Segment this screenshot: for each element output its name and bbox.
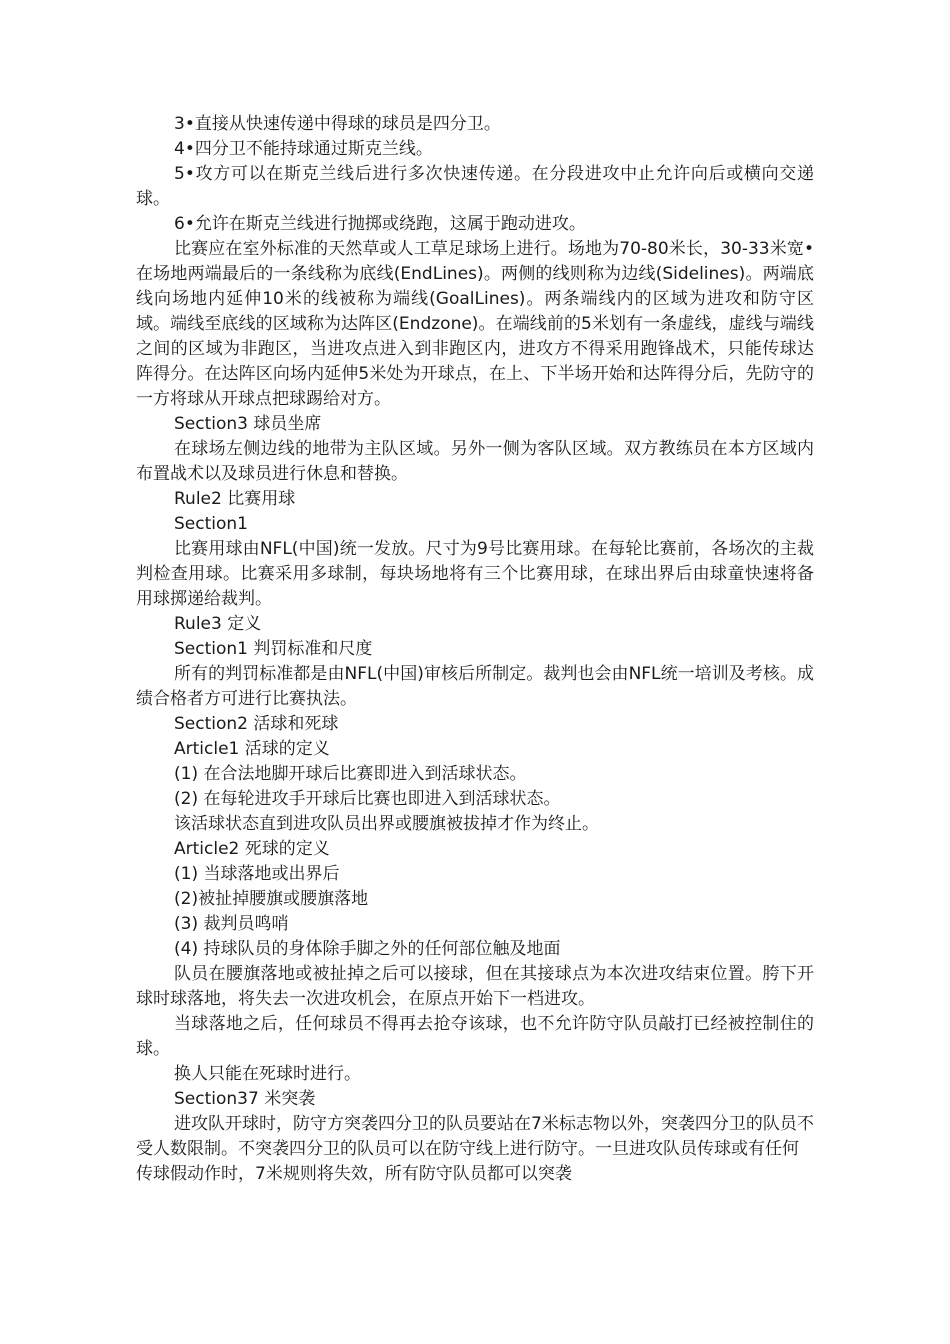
paragraph: 所有的判罚标准都是由NFL(中国)审核后所制定。裁判也会由NFL统一培训及考核。成绩合格者方可进行比赛执法。: [136, 664, 814, 709]
paragraph: 进攻队开球时，防守方突袭四分卫的队员要站在7米标志物以外，突袭四分卫的队员不受人数限制。不突袭四分卫的队员可以在防守线上进行防守。一旦进攻队员传球或有任何传球假动作时，7米规则将失效，所有防守队员都可以突袭: [136, 1114, 814, 1184]
rule-heading: Rule2 比赛用球: [174, 489, 296, 509]
paragraph: 6•允许在斯克兰线进行抛掷或绕跑，这属于跑动进攻。: [174, 214, 586, 234]
paragraph: 队员在腰旗落地或被扯掉之后可以接球，但在其接球点为本次进攻结束位置。胯下开球时球落地，将失去一次进攻机会，在原点开始下一档进攻。: [136, 964, 814, 1009]
section-heading: Section1 判罚标准和尺度: [174, 639, 373, 659]
paragraph: 在球场左侧边线的地带为主队区域。另外一侧为客队区域。双方教练员在本方区域内布置战术以及球员进行休息和替换。: [136, 439, 814, 484]
paragraph: 该活球状态直到进攻队员出界或腰旗被拔掉才作为终止。: [174, 814, 599, 834]
paragraph: 比赛用球由NFL(中国)统一发放。尺寸为9号比赛用球。在每轮比赛前，各场次的主裁判检查用球。比赛采用多球制，每块场地将有三个比赛用球，在球出界后由球童快速将备用球掷递给裁判。: [136, 539, 814, 609]
section-heading: Section1: [174, 514, 248, 534]
document-body: [136, 112, 814, 1187]
section-heading: Section3 球员坐席: [174, 414, 322, 434]
paragraph: 5•攻方可以在斯克兰线后进行多次快速传递。在分段进攻中止允许向后或横向交递球。: [136, 164, 814, 209]
section-heading: Section37 米突袭: [174, 1089, 316, 1109]
paragraph: 4•四分卫不能持球通过斯克兰线。: [174, 139, 433, 159]
article-heading: Article2 死球的定义: [174, 839, 330, 859]
article-heading: Article1 活球的定义: [174, 739, 330, 759]
list-item: (1) 当球落地或出界后: [174, 864, 340, 884]
list-item: (2) 在每轮进攻手开球后比赛也即进入到活球状态。: [174, 789, 561, 809]
paragraph: 3•直接从快速传递中得球的球员是四分卫。: [174, 114, 501, 134]
list-item: (4) 持球队员的身体除手脚之外的任何部位触及地面: [174, 939, 561, 959]
list-item: (3) 裁判员鸣哨: [174, 914, 289, 934]
paragraph: 当球落地之后，任何球员不得再去抢夺该球，也不允许防守队员敲打已经被控制住的球。: [136, 1014, 814, 1059]
paragraph: 换人只能在死球时进行。: [174, 1064, 361, 1084]
list-item: (2)被扯掉腰旗或腰旗落地: [174, 889, 369, 909]
rule-heading: Rule3 定义: [174, 614, 262, 634]
list-item: (1) 在合法地脚开球后比赛即进入到活球状态。: [174, 764, 527, 784]
paragraph: 比赛应在室外标准的天然草或人工草足球场上进行。场地为70-80米长，30-33米宽•在场地两端最后的一条线称为底线(EndLines)。两侧的线则称为边线(Sidelines)。两端底线向场地内延伸10米的线被称为端线(GoalLines)。两条端线内的区域为进攻和防守区域。端线至底线的区域称为达阵区(Endzone)。在端线前的5米划有一条虚线，虚线与端线之间的区域为非跑区，当进攻点进入到非跑区内，进攻方不得采用跑锋战术，只能传球达阵得分。在达阵区向场内延伸5米处为开球点，在上、下半场开始和达阵得分后，先防守的一方将球从开球点把球踢给对方。: [136, 239, 814, 409]
section-heading: Section2 活球和死球: [174, 714, 339, 734]
